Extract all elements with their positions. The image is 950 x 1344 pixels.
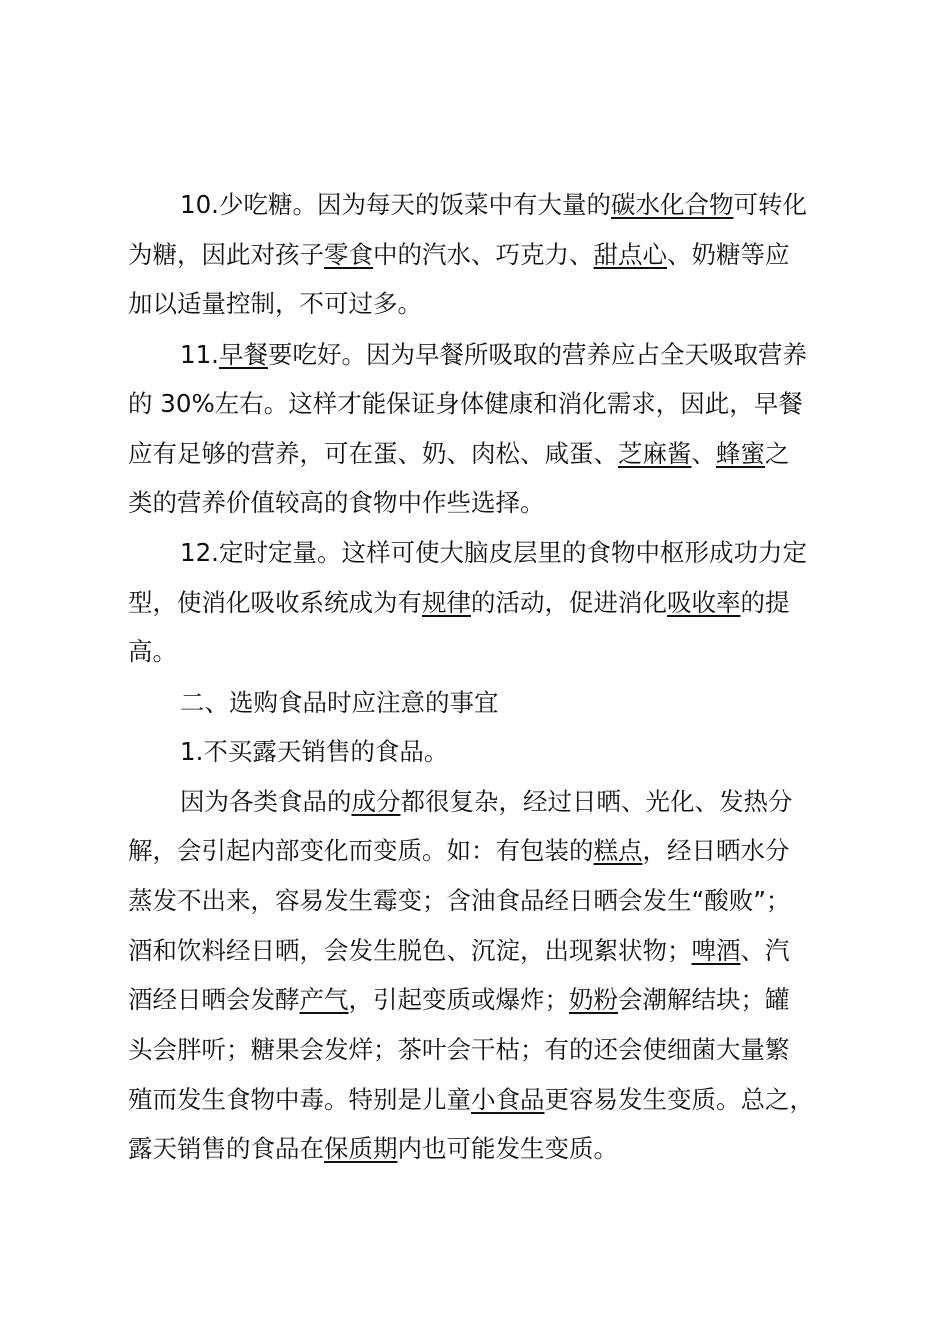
text-run: 高。 [128,637,177,666]
underlined-term: 奶粉 [569,985,618,1014]
text-run: 都很复杂，经过日晒、光化、发热分 [400,787,793,816]
text-run: 要吃好。因为早餐所吸取的营养应占全天吸取营养 [267,340,807,369]
text-run: 、汽 [740,936,790,965]
underlined-term: 吸收率 [667,588,741,617]
text-run: 更容易发生变质。总之， [544,1085,814,1114]
underlined-term: 保质期 [324,1134,398,1163]
underlined-term: 零食 [324,240,373,269]
underlined-term: 规律 [422,588,471,617]
p12-line-2 [128,583,790,623]
text-run: 的 30%左右。这样才能保证身体健康和消化需求，因此，早餐 [128,389,803,418]
text-run: 12.定时定量。这样可使大脑皮层里的食物中枢形成功力定 [180,538,807,567]
text-run: 殖而发生食物中毒。特别是儿童 [128,1085,471,1114]
text-run: 加以适量控制，不可过多。 [128,289,422,318]
text-run: 11. [180,340,219,369]
text-run: 的提 [740,588,790,617]
underlined-term: 早餐 [218,340,268,369]
underlined-term: 成分 [351,787,401,816]
p11-line-1 [180,335,807,375]
underlined-term: 芝麻酱 [618,439,692,468]
p10-line-1 [180,185,807,225]
item-1-body-line-7 [128,1080,814,1120]
text-run: 、 [691,439,716,468]
text-run: ，引起变质或爆炸； [348,985,569,1014]
text-run: 的活动，促进消化 [471,588,667,617]
text-run: 为糖，因此对孩子 [128,240,324,269]
text-run: 应有足够的营养，可在蛋、奶、肉松、咸蛋、 [128,439,618,468]
underlined-term: 糕点 [593,836,643,865]
section-2-heading-line-1 [180,683,499,723]
item-1-body-line-2 [128,831,790,871]
text-run: 类的营养价值较高的食物中作些选择。 [128,488,545,517]
p12-line-3 [128,632,177,672]
underlined-term: 啤酒 [691,936,741,965]
item-1-body-line-4 [128,931,790,971]
text-run: 酒经日晒会发酵 [128,985,300,1014]
item-1-body-line-5 [128,980,790,1020]
item-1-body-line-3 [128,881,790,921]
text-run: 内也可能发生变质。 [397,1134,618,1163]
text-run: 会潮解结块；罐 [618,985,790,1014]
item-1-body-line-1 [180,782,793,822]
text-run: ，经日晒水分 [642,836,790,865]
underlined-term: 甜点心 [593,240,667,269]
p12-line-1 [180,533,807,573]
text-run: 二、选购食品时应注意的事宜 [180,688,499,717]
item-1-heading-line-1 [180,732,448,772]
item-1-body-line-8 [128,1129,618,1169]
underlined-term: 蜂蜜 [716,439,765,468]
text-run: 之 [765,439,790,468]
text-run: 蒸发不出来，容易发生霉变；含油食品经日晒会发生“酸败”； [128,886,791,915]
p11-line-2 [128,384,803,424]
underlined-term: 碳水化合物 [610,190,734,219]
text-run: 型，使消化吸收系统成为有 [128,588,422,617]
p11-line-4 [128,483,545,523]
text-run: 可转化 [733,190,807,219]
p11-line-3 [128,434,790,474]
text-run: 酒和饮料经日晒，会发生脱色、沉淀，出现絮状物； [128,936,692,965]
text-run: 因为各类食品的 [180,787,352,816]
text-run: 10.少吃糖。因为每天的饭菜中有大量的 [180,190,611,219]
text-run: 1.不买露天销售的食品。 [180,737,449,766]
item-1-body-line-6 [128,1030,790,1070]
text-run: 中的汽水、巧克力、 [373,240,594,269]
p10-line-3 [128,284,422,324]
text-run: 、奶糖等应 [667,240,790,269]
text-run: 头会胖听；糖果会发烊；茶叶会干枯；有的还会使细菌大量繁 [128,1035,790,1064]
p10-line-2 [128,235,790,275]
text-run: 解，会引起内部变化而变质。如：有包装的 [128,836,594,865]
text-run: 露天销售的食品在 [128,1134,324,1163]
underlined-term: 产气 [299,985,349,1014]
underlined-term: 小食品 [471,1085,545,1114]
